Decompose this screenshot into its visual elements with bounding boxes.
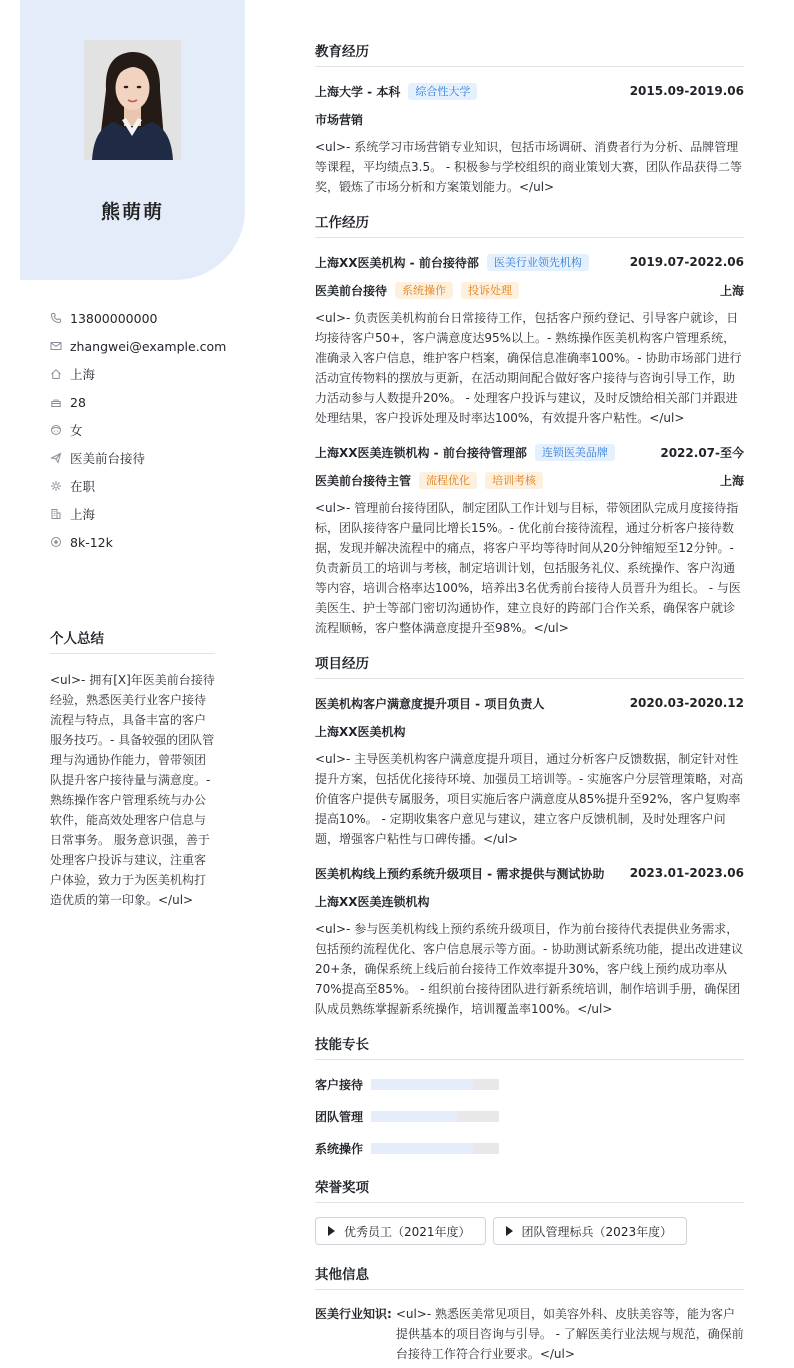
education-section [315, 40, 744, 197]
school-tag: 综合性大学 [408, 83, 477, 100]
work-skill-tag: 系统操作 [395, 282, 453, 299]
project-org-row [315, 721, 744, 741]
work-location: 上海 [719, 283, 744, 298]
skill-name: 团队管理 [315, 1109, 364, 1124]
work-desc: <ul>- 管理前台接待团队，制定团队工作计划与目标，带领团队完成月度接待指标，团队接待客户量同比增长15%。- 优化前台接待流程，通过分析客户接待数据，发现并解决流程中的痛点，将客户平均等待时间从20分钟缩短至12分钟。- 负责新员工的培训与考核，制定培训计划，包括服务礼仪、系统操作、客户沟通等内容，培训合格率达100%，培养出3名优秀前台接待人员晋升为组长。 - 与医美医生、护士等部门密切沟通协作，建立良好的跨部门合作关系，确保客户就诊流程顺畅，客户整体满意度提升至98%。</ul> [315, 501, 741, 635]
contact-text: 13800000000 [70, 310, 158, 326]
work-title: 工作经历 [315, 211, 744, 238]
skill-item [315, 1138, 536, 1158]
building-icon [50, 508, 62, 520]
work-role-row [315, 470, 744, 490]
skills-title: 技能专长 [315, 1033, 744, 1060]
skill-bar-fill [371, 1143, 473, 1154]
project-date: 2020.03-2020.12 [629, 696, 744, 710]
project-date: 2023.01-2023.06 [629, 866, 744, 880]
salary-icon [50, 536, 62, 548]
home-icon [50, 368, 62, 380]
status-icon [50, 480, 62, 492]
work-location: 上海 [719, 473, 744, 488]
main-content [315, 40, 744, 1368]
contact-position [50, 444, 230, 472]
play-icon [328, 1226, 335, 1236]
project-item [315, 693, 744, 849]
work-item [315, 442, 744, 638]
work-skill-tag: 投诉处理 [461, 282, 519, 299]
contact-text: 8k-12k [70, 534, 113, 550]
avatar [84, 40, 181, 160]
work-company: 上海XX医美连锁机构 - 前台接待管理部 [315, 445, 527, 460]
awards-list [315, 1217, 744, 1245]
summary-section [50, 627, 215, 910]
project-org: 上海XX医美连锁机构 [315, 894, 430, 909]
work-head [315, 252, 744, 272]
summary-text: <ul>- 拥有[X]年医美前台接待经验，熟悉医美行业客户接待流程与特点，具备丰富的客户服务技巧。- 具备较强的团队管理与沟通协作能力，曾带领团队提升客户接待量与满意度。- 熟练操作客户管理系统与办公软件，能高效处理客户信息与日常事务。 服务意识强，善于处理客户投诉与建议，注重客户体验，致力于为医美机构打造优质的第一印象。</ul> [50, 673, 215, 907]
education-date: 2015.09-2019.06 [629, 84, 744, 98]
work-role: 医美前台接待主管 [315, 473, 412, 488]
cake-icon [50, 396, 62, 408]
other-label: 医美行业知识: [315, 1307, 392, 1321]
award-item[interactable] [315, 1217, 486, 1245]
project-title: 项目经历 [315, 652, 744, 679]
project-head [315, 693, 744, 713]
contact-text: 在职 [70, 479, 96, 494]
education-major-row [315, 109, 744, 129]
send-icon [50, 452, 62, 464]
work-skill-tag: 培训考核 [485, 472, 543, 489]
contact-text: 28 [70, 394, 86, 410]
contact-salary [50, 528, 230, 556]
contact-text: 女 [70, 423, 83, 438]
other-value: <ul>- 熟悉医美常见项目，如美容外科、皮肤美容等，能为客户提供基本的项目咨询与引导。 - 了解医美行业法规与规范，确保前台接待工作符合行业要求。</ul> [395, 1307, 744, 1361]
contact-email [50, 332, 230, 360]
work-item [315, 252, 744, 428]
award-label: 优秀员工（2021年度） [344, 1224, 471, 1239]
gender-icon [50, 424, 62, 436]
contact-home [50, 360, 230, 388]
profile-card [20, 0, 245, 280]
work-date: 2019.07-2022.06 [629, 255, 744, 269]
contact-text: 上海 [70, 367, 96, 382]
award-item[interactable] [493, 1217, 688, 1245]
project-head [315, 863, 744, 883]
contact-list [50, 304, 230, 556]
contact-text: 医美前台接待 [70, 451, 146, 466]
education-title: 教育经历 [315, 40, 744, 67]
profile-name: 熊萌萌 [100, 201, 164, 223]
education-head [315, 81, 744, 101]
work-head [315, 442, 744, 462]
project-org: 上海XX医美机构 [315, 724, 406, 739]
skill-item [315, 1106, 536, 1126]
skill-name: 系统操作 [315, 1141, 364, 1156]
work-role-row [315, 280, 744, 300]
contact-phone [50, 304, 230, 332]
summary-title: 个人总结 [50, 627, 215, 654]
awards-title: 荣誉奖项 [315, 1176, 744, 1203]
skills-section [315, 1033, 744, 1158]
skill-name: 客户接待 [315, 1077, 364, 1092]
skill-bar-fill [371, 1111, 458, 1122]
contact-text: 上海 [70, 507, 96, 522]
work-company: 上海XX医美机构 - 前台接待部 [315, 255, 479, 270]
contact-text: zhangwei@example.com [70, 338, 227, 354]
contact-status [50, 472, 230, 500]
contact-gender [50, 416, 230, 444]
skills-list [315, 1074, 744, 1158]
project-item [315, 863, 744, 1019]
project-desc: <ul>- 主导医美机构客户满意度提升项目，通过分析客户反馈数据，制定针对性提升方案，包括优化接待环境、加强员工培训等。- 实施客户分层管理策略，对高价值客户提供专属服务，项目实施后客户满意度从85%提升至92%，客户复购率提高10%。 - 定期收集客户意见与建议，建立客户反馈机制，及时处理客户问题，增强客户粘性与口碑传播。</ul> [315, 752, 744, 846]
contact-city [50, 500, 230, 528]
skill-bar [371, 1079, 499, 1090]
project-name: 医美机构客户满意度提升项目 - 项目负责人 [315, 696, 545, 711]
skill-bar-fill [371, 1079, 473, 1090]
work-tag: 连锁医美品牌 [535, 444, 615, 461]
project-name: 医美机构线上预约系统升级项目 - 需求提供与测试协助 [315, 866, 605, 881]
contact-age [50, 388, 230, 416]
phone-icon [50, 312, 62, 324]
mail-icon [50, 340, 62, 352]
other-section [315, 1263, 744, 1364]
project-section [315, 652, 744, 1019]
education-major: 市场营销 [315, 112, 364, 127]
school-name: 上海大学 - 本科 [315, 84, 401, 99]
skill-bar [371, 1111, 499, 1122]
award-label: 团队管理标兵（2023年度） [521, 1224, 673, 1239]
work-role: 医美前台接待 [315, 283, 388, 298]
play-icon [506, 1226, 513, 1236]
education-desc: <ul>- 系统学习市场营销专业知识，包括市场调研、消费者行为分析、品牌管理等课程，平均绩点3.5。 - 积极参与学校组织的商业策划大赛，团队作品获得二等奖，锻炼了市场分析和方案策划能力。</ul> [315, 140, 743, 194]
work-skill-tag: 流程优化 [419, 472, 477, 489]
awards-section [315, 1176, 744, 1245]
work-section [315, 211, 744, 638]
skill-bar [371, 1143, 499, 1154]
other-row [315, 1304, 744, 1364]
work-date: 2022.07-至今 [660, 445, 744, 460]
work-tag: 医美行业领先机构 [487, 254, 589, 271]
other-title: 其他信息 [315, 1263, 744, 1290]
work-desc: <ul>- 负责医美机构前台日常接待工作，包括客户预约登记、引导客户就诊，日均接待客户50+，客户满意度达95%以上。- 熟练操作医美机构客户管理系统，准确录入客户信息，维护客户档案，确保信息准确率100%。- 协助市场部门进行活动宣传物料的摆放与更新，在活动期间配合做好客户接待与咨询引导工作，助力活动参与人数提升20%。 - 处理客户投诉与建议，及时反馈给相关部门并跟进处理结果，客户投诉处理及时率达100%，有效提升客户粘性。</ul> [315, 311, 742, 425]
project-desc: <ul>- 参与医美机构线上预约系统升级项目，作为前台接待代表提供业务需求，包括预约流程优化、客户信息展示等方面。- 协助测试新系统功能，提出改进建议20+条，确保系统上线后前台接待工作效率提升30%，客户线上预约成功率从70%提高至85%。 - 组织前台接待团队进行新系统培训，制作培训手册，确保团队成员熟练掌握新系统操作，培训覆盖率100%。</ul> [315, 922, 744, 1016]
skill-item [315, 1074, 536, 1094]
project-org-row [315, 891, 744, 911]
